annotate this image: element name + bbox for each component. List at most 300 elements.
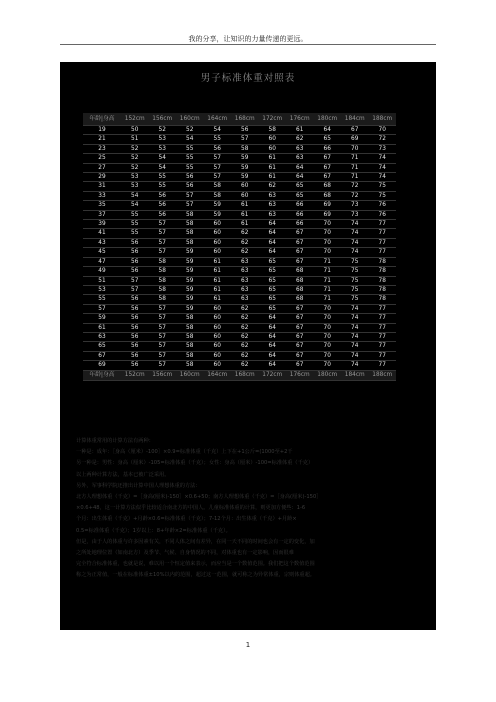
- weight-cell: 64: [259, 238, 287, 247]
- table-row: [83, 332, 396, 341]
- table-row: [83, 210, 396, 219]
- weight-cell: 56: [149, 210, 177, 219]
- weight-cell: 60: [204, 248, 232, 257]
- weight-cell: 70: [314, 229, 342, 238]
- weight-cell: 59: [176, 295, 204, 304]
- weight-cell: 53: [149, 135, 177, 144]
- weight-cell: 58: [149, 295, 177, 304]
- weight-cell: 74: [341, 332, 369, 341]
- weight-cell: 58: [259, 126, 287, 135]
- weight-cell: 70: [314, 304, 342, 313]
- age-cell: 61: [83, 323, 121, 332]
- weight-cell: 62: [231, 314, 259, 323]
- weight-cell: 74: [369, 154, 397, 163]
- weight-cell: 71: [341, 154, 369, 163]
- weight-cell: 53: [149, 144, 177, 153]
- weight-cell: 67: [286, 304, 314, 313]
- weight-cell: 74: [341, 342, 369, 351]
- weight-cell: 60: [231, 182, 259, 191]
- weight-cell: 67: [286, 257, 314, 266]
- table-row: [83, 267, 396, 276]
- height-footer-cell: 160cm: [176, 370, 204, 380]
- table-row: [83, 314, 396, 323]
- weight-cell: 58: [149, 276, 177, 285]
- age-cell: 59: [83, 314, 121, 323]
- weight-cell: 56: [204, 144, 232, 153]
- weight-cell: 56: [176, 173, 204, 182]
- weight-cell: 60: [204, 304, 232, 313]
- table-corner-cell-footer: 年龄|身高: [83, 370, 121, 380]
- weight-cell: 58: [176, 323, 204, 332]
- weight-cell: 64: [286, 173, 314, 182]
- height-footer-cell: 188cm: [369, 370, 397, 380]
- height-header-cell: 184cm: [341, 113, 369, 126]
- age-cell: 43: [83, 238, 121, 247]
- weight-cell: 74: [369, 163, 397, 172]
- weight-cell: 63: [231, 295, 259, 304]
- weight-cell: 68: [314, 191, 342, 200]
- weight-cell: 56: [121, 267, 149, 276]
- weight-cell: 56: [149, 201, 177, 210]
- weight-cell: 54: [149, 163, 177, 172]
- weight-cell: 61: [259, 163, 287, 172]
- weight-cell: 75: [369, 191, 397, 200]
- weight-cell: 58: [149, 267, 177, 276]
- weight-cell: 67: [286, 323, 314, 332]
- page-header: 我的分享，让知识的力量传递的更远。: [188, 35, 308, 43]
- age-cell: 49: [83, 267, 121, 276]
- weight-cell: 57: [149, 238, 177, 247]
- table-row: [83, 248, 396, 257]
- weight-cell: 60: [204, 332, 232, 341]
- weight-cell: 70: [314, 220, 342, 229]
- note-line: 完全符合标准体重，也就是说，难以用一个恒定值来表示，而应当是一个数值范围。我们把这个数值范围: [76, 561, 315, 568]
- weight-cell: 60: [204, 229, 232, 238]
- weight-cell: 75: [341, 285, 369, 294]
- weight-cell: 65: [314, 135, 342, 144]
- note-line: 另外，军事科学院还推出计算中国人理想体重的方法：: [76, 482, 201, 489]
- note-line: 0.5=标准体重（千克）；1岁以上：8+年龄×2=标准体重（千克）。: [76, 527, 231, 534]
- table-corner-cell: 年龄|身高: [83, 113, 121, 126]
- table-row: [83, 201, 396, 210]
- weight-cell: 58: [149, 257, 177, 266]
- weight-cell: 65: [259, 257, 287, 266]
- weight-cell: 70: [369, 126, 397, 135]
- weight-cell: 73: [369, 144, 397, 153]
- age-cell: 39: [83, 220, 121, 229]
- weight-cell: 73: [341, 201, 369, 210]
- weight-cell: 55: [176, 154, 204, 163]
- weight-cell: 57: [176, 201, 204, 210]
- weight-cell: 61: [286, 126, 314, 135]
- weight-cell: 74: [341, 248, 369, 257]
- age-cell: 41: [83, 229, 121, 238]
- age-cell: 25: [83, 154, 121, 163]
- weight-cell: 57: [149, 248, 177, 257]
- height-footer-cell: 184cm: [341, 370, 369, 380]
- weight-cell: 70: [314, 361, 342, 370]
- weight-cell: 63: [259, 201, 287, 210]
- weight-cell: 75: [341, 295, 369, 304]
- weight-cell: 57: [121, 285, 149, 294]
- note-line: 但是，由于人的体重与许多因素有关，不同人体之间有差异，在同一天不同的时间也会有一定的变化，加: [76, 538, 315, 545]
- weight-cell: 64: [259, 248, 287, 257]
- height-header-cell: 172cm: [259, 113, 287, 126]
- weight-cell: 55: [121, 220, 149, 229]
- weight-cell: 53: [121, 173, 149, 182]
- table-footer-row: [83, 370, 396, 380]
- weight-cell: 64: [286, 163, 314, 172]
- weight-cell: 62: [231, 342, 259, 351]
- weight-cell: 71: [341, 173, 369, 182]
- weight-cell: 59: [176, 257, 204, 266]
- weight-cell: 62: [231, 229, 259, 238]
- height-header-cell: 152cm: [121, 113, 149, 126]
- weight-cell: 72: [341, 182, 369, 191]
- weight-cell: 74: [341, 314, 369, 323]
- page-number: 1: [245, 641, 251, 649]
- weight-cell: 74: [341, 229, 369, 238]
- height-footer-cell: 176cm: [286, 370, 314, 380]
- weight-cell: 57: [176, 191, 204, 200]
- age-cell: 45: [83, 248, 121, 257]
- table-body: [83, 126, 396, 371]
- weight-cell: 78: [369, 257, 397, 266]
- weight-cell: 70: [314, 332, 342, 341]
- weight-cell: 60: [204, 314, 232, 323]
- weight-cell: 67: [314, 154, 342, 163]
- age-cell: 47: [83, 257, 121, 266]
- weight-cell: 59: [231, 154, 259, 163]
- table-row: [83, 285, 396, 294]
- table-row: [83, 351, 396, 360]
- weight-cell: 70: [314, 351, 342, 360]
- weight-cell: 60: [204, 323, 232, 332]
- weight-cell: 61: [231, 220, 259, 229]
- weight-cell: 60: [204, 342, 232, 351]
- height-header-cell: 180cm: [314, 113, 342, 126]
- table-row: [83, 191, 396, 200]
- height-header-cell: 160cm: [176, 113, 204, 126]
- weight-cell: 54: [149, 154, 177, 163]
- weight-cell: 60: [204, 351, 232, 360]
- note-line: ×0.6+48，这一计算方法似乎比较适合南北方的中国人。儿童标准体重的计算，则更加方便些：1-6: [76, 505, 306, 512]
- weight-cell: 74: [341, 323, 369, 332]
- weight-cell: 75: [369, 182, 397, 191]
- weight-cell: 77: [369, 220, 397, 229]
- weight-cell: 62: [231, 304, 259, 313]
- weight-cell: 64: [259, 332, 287, 341]
- table-row: [83, 304, 396, 313]
- weight-cell: 57: [149, 332, 177, 341]
- weight-cell: 68: [286, 267, 314, 276]
- note-line: 之所处地理位置（如南北方）及季节、气候、自身情况的不同，对体重也有一定影响，因而很难: [76, 550, 294, 557]
- age-cell: 21: [83, 135, 121, 144]
- weight-cell: 64: [259, 314, 287, 323]
- weight-cell: 67: [286, 351, 314, 360]
- weight-cell: 55: [176, 144, 204, 153]
- weight-cell: 57: [204, 154, 232, 163]
- weight-cell: 66: [286, 220, 314, 229]
- weight-cell: 55: [204, 135, 232, 144]
- weight-cell: 62: [231, 248, 259, 257]
- weight-cell: 61: [231, 210, 259, 219]
- weight-cell: 58: [176, 342, 204, 351]
- weight-cell: 57: [204, 173, 232, 182]
- weight-cell: 78: [369, 295, 397, 304]
- weight-cell: 77: [369, 304, 397, 313]
- weight-cell: 76: [369, 210, 397, 219]
- weight-cell: 58: [204, 182, 232, 191]
- weight-cell: 59: [231, 163, 259, 172]
- weight-cell: 60: [204, 238, 232, 247]
- note-line: 北方人理想体重（千克）=［身高(厘米)-150］×0.6+50；南方人理想体重（千克）=［身高(厘米)-150］: [76, 494, 322, 501]
- weight-cell: 74: [369, 173, 397, 182]
- age-cell: 69: [83, 361, 121, 370]
- table-row: [83, 295, 396, 304]
- age-cell: 57: [83, 304, 121, 313]
- weight-cell: 54: [176, 135, 204, 144]
- table-row: [83, 173, 396, 182]
- weight-cell: 74: [341, 351, 369, 360]
- note-line: 另一种是：男性：身高（厘米）-105=标准体重（千克）；女性：身高（厘米）-100=标准体重（千克）: [76, 460, 314, 467]
- weight-cell: 75: [341, 267, 369, 276]
- note-line: 一种是：成年：［身高（厘米）-100］×0.9=标准体重（千克）上下在+1公斤=(1000至+2千: [76, 449, 293, 456]
- weight-cell: 77: [369, 238, 397, 247]
- weight-cell: 55: [149, 173, 177, 182]
- weight-cell: 57: [149, 361, 177, 370]
- table-row: [83, 257, 396, 266]
- weight-cell: 67: [286, 314, 314, 323]
- weight-cell: 74: [341, 361, 369, 370]
- weight-cell: 56: [121, 323, 149, 332]
- table-row: [83, 342, 396, 351]
- weight-cell: 60: [259, 144, 287, 153]
- weight-cell: 52: [121, 163, 149, 172]
- weight-cell: 57: [149, 220, 177, 229]
- weight-cell: 62: [259, 182, 287, 191]
- weight-cell: 67: [314, 163, 342, 172]
- weight-cell: 57: [149, 314, 177, 323]
- weight-cell: 64: [314, 126, 342, 135]
- table-row: [83, 154, 396, 163]
- weight-cell: 78: [369, 276, 397, 285]
- weight-cell: 52: [176, 126, 204, 135]
- weight-cell: 65: [259, 304, 287, 313]
- weight-cell: 62: [231, 332, 259, 341]
- table-row: [83, 229, 396, 238]
- weight-cell: 71: [314, 267, 342, 276]
- weight-cell: 68: [286, 285, 314, 294]
- weight-cell: 63: [259, 210, 287, 219]
- weight-cell: 56: [121, 361, 149, 370]
- weight-cell: 59: [204, 210, 232, 219]
- weight-cell: 77: [369, 332, 397, 341]
- weight-cell: 59: [176, 248, 204, 257]
- table-row: [83, 220, 396, 229]
- age-cell: 63: [83, 332, 121, 341]
- weight-cell: 74: [341, 304, 369, 313]
- weight-cell: 78: [369, 285, 397, 294]
- weight-cell: 77: [369, 323, 397, 332]
- weight-cell: 60: [204, 220, 232, 229]
- weight-cell: 59: [231, 173, 259, 182]
- table-row: [83, 126, 396, 135]
- weight-cell: 59: [176, 276, 204, 285]
- height-footer-cell: 168cm: [231, 370, 259, 380]
- weight-cell: 56: [149, 191, 177, 200]
- height-header-cell: 156cm: [149, 113, 177, 126]
- weight-cell: 63: [231, 257, 259, 266]
- weight-cell: 75: [341, 276, 369, 285]
- weight-cell: 61: [259, 154, 287, 163]
- weight-cell: 58: [204, 191, 232, 200]
- weight-cell: 71: [341, 163, 369, 172]
- age-cell: 51: [83, 276, 121, 285]
- weight-cell: 77: [369, 351, 397, 360]
- table-row: [83, 163, 396, 172]
- weight-cell: 71: [314, 285, 342, 294]
- weight-cell: 54: [204, 126, 232, 135]
- weight-cell: 56: [176, 182, 204, 191]
- weight-cell: 58: [176, 238, 204, 247]
- weight-cell: 66: [314, 144, 342, 153]
- weight-cell: 50: [121, 126, 149, 135]
- weight-cell: 51: [121, 135, 149, 144]
- weight-cell: 70: [314, 323, 342, 332]
- weight-cell: 60: [204, 361, 232, 370]
- weight-cell: 77: [369, 361, 397, 370]
- weight-cell: 58: [149, 285, 177, 294]
- notes-section: [76, 436, 428, 582]
- weight-cell: 56: [121, 314, 149, 323]
- weight-cell: 65: [259, 285, 287, 294]
- weight-cell: 57: [149, 351, 177, 360]
- weight-cell: 56: [121, 238, 149, 247]
- weight-cell: 57: [231, 135, 259, 144]
- weight-cell: 68: [286, 295, 314, 304]
- age-cell: 53: [83, 285, 121, 294]
- weight-cell: 75: [341, 257, 369, 266]
- weight-cell: 61: [231, 201, 259, 210]
- height-header-cell: 164cm: [204, 113, 232, 126]
- header-divider: [60, 44, 436, 45]
- table-row: [83, 144, 396, 153]
- weight-cell: 63: [231, 285, 259, 294]
- age-cell: 29: [83, 173, 121, 182]
- age-cell: 33: [83, 191, 121, 200]
- weight-cell: 76: [369, 201, 397, 210]
- weight-cell: 63: [286, 154, 314, 163]
- weight-cell: 77: [369, 314, 397, 323]
- weight-cell: 72: [369, 135, 397, 144]
- weight-cell: 58: [231, 144, 259, 153]
- weight-cell: 62: [231, 351, 259, 360]
- weight-cell: 78: [369, 267, 397, 276]
- weight-cell: 62: [231, 323, 259, 332]
- weight-cell: 67: [286, 342, 314, 351]
- weight-cell: 52: [149, 126, 177, 135]
- weight-cell: 58: [176, 229, 204, 238]
- weight-cell: 55: [149, 182, 177, 191]
- age-cell: 37: [83, 210, 121, 219]
- weight-cell: 70: [341, 144, 369, 153]
- age-cell: 19: [83, 126, 121, 135]
- weight-cell: 57: [149, 304, 177, 313]
- weight-cell: 62: [231, 238, 259, 247]
- weight-cell: 66: [286, 201, 314, 210]
- weight-cell: 65: [259, 276, 287, 285]
- table-row: [83, 135, 396, 144]
- weight-cell: 56: [121, 257, 149, 266]
- weight-cell: 55: [121, 229, 149, 238]
- weight-cell: 58: [176, 332, 204, 341]
- weight-cell: 71: [314, 257, 342, 266]
- weight-cell: 54: [121, 201, 149, 210]
- age-cell: 55: [83, 295, 121, 304]
- weight-cell: 61: [259, 173, 287, 182]
- weight-cell: 71: [314, 295, 342, 304]
- weight-cell: 61: [204, 285, 232, 294]
- weight-cell: 61: [204, 257, 232, 266]
- weight-cell: 67: [286, 332, 314, 341]
- height-footer-cell: 164cm: [204, 370, 232, 380]
- weight-cell: 56: [121, 332, 149, 341]
- weight-chart-panel: [60, 62, 436, 630]
- weight-cell: 63: [286, 144, 314, 153]
- weight-cell: 56: [121, 295, 149, 304]
- age-cell: 67: [83, 351, 121, 360]
- weight-table: [83, 113, 396, 381]
- weight-cell: 67: [286, 361, 314, 370]
- weight-cell: 56: [121, 342, 149, 351]
- height-header-cell: 188cm: [369, 113, 397, 126]
- table-header-row: [83, 113, 396, 126]
- weight-cell: 70: [314, 248, 342, 257]
- height-footer-cell: 156cm: [149, 370, 177, 380]
- weight-cell: 73: [341, 210, 369, 219]
- weight-cell: 60: [259, 135, 287, 144]
- weight-cell: 59: [176, 285, 204, 294]
- note-line: 以上两种计算方法，基本已被广泛采用。: [76, 471, 170, 478]
- weight-cell: 67: [286, 229, 314, 238]
- weight-cell: 64: [259, 229, 287, 238]
- weight-cell: 57: [149, 323, 177, 332]
- age-cell: 27: [83, 163, 121, 172]
- weight-cell: 74: [341, 238, 369, 247]
- weight-cell: 58: [176, 314, 204, 323]
- weight-cell: 59: [204, 201, 232, 210]
- note-line: 称之为正常值，一般在标准体重±10%以内的范围，超过这一范围，就可称之为异常体重，宗则体重超。: [76, 572, 315, 579]
- weight-cell: 57: [121, 276, 149, 285]
- weight-cell: 62: [286, 135, 314, 144]
- weight-cell: 61: [204, 267, 232, 276]
- weight-cell: 59: [176, 267, 204, 276]
- note-line: 计算体重常用的计算方法有两种：: [76, 438, 154, 444]
- weight-cell: 71: [314, 276, 342, 285]
- table-row: [83, 238, 396, 247]
- table-row: [83, 323, 396, 332]
- height-header-cell: 176cm: [286, 113, 314, 126]
- weight-cell: 77: [369, 229, 397, 238]
- weight-cell: 66: [286, 210, 314, 219]
- weight-cell: 58: [176, 351, 204, 360]
- weight-cell: 67: [286, 248, 314, 257]
- table-row: [83, 182, 396, 191]
- weight-cell: 64: [259, 220, 287, 229]
- age-cell: 65: [83, 342, 121, 351]
- weight-cell: 77: [369, 342, 397, 351]
